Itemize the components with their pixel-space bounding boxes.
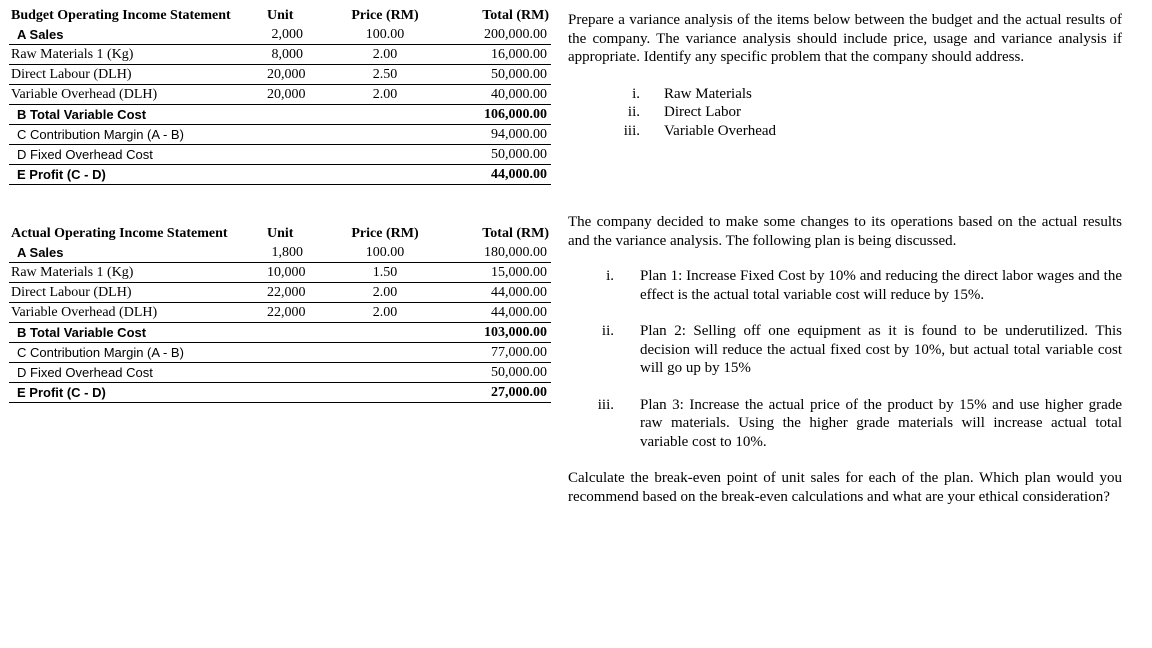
row-unit — [265, 105, 321, 125]
row-unit: 22,000 — [265, 303, 321, 323]
question-intro: The company decided to make some changes to its operations based on the actual results and the variance analysis. The following plan is being discussed. — [568, 214, 1122, 249]
row-unit — [265, 125, 321, 145]
list-item-text: Direct Labor — [664, 104, 742, 120]
row-label: A Sales — [9, 243, 265, 263]
budget-header-row — [9, 6, 551, 25]
row-label: Direct Labour (DLH) — [9, 65, 265, 85]
row-unit: 10,000 — [265, 263, 321, 283]
row-unit: 1,800 — [265, 243, 321, 263]
budget-header-item: Budget Operating Income Statement — [11, 7, 231, 23]
row-price: 1.50 — [321, 263, 449, 283]
budget-header-total: Total (RM) — [482, 7, 549, 23]
budget-header-price: Price (RM) — [351, 7, 419, 23]
row-total: 44,000.00 — [449, 303, 551, 323]
budget-header-unit: Unit — [267, 7, 294, 23]
row-label: Variable Overhead (DLH) — [9, 85, 265, 105]
row-total: 50,000.00 — [449, 65, 551, 85]
row-total: 106,000.00 — [449, 105, 551, 125]
row-total: 50,000.00 — [449, 145, 551, 165]
row-label: D Fixed Overhead Cost — [9, 145, 265, 165]
row-unit: 22,000 — [265, 283, 321, 303]
plan-text: Plan 3: Increase the actual price of the product by 15% and use higher grade raw materials. Using the higher grade materials will increase actual total variable cost to 10%. — [640, 396, 1122, 450]
row-label: E Profit (C - D) — [9, 383, 265, 403]
row-unit — [265, 323, 321, 343]
row-label: C Contribution Margin (A - B) — [9, 125, 265, 145]
list-marker: iii. — [623, 122, 640, 139]
table-row — [9, 105, 551, 125]
table-row — [9, 383, 551, 403]
actual-header-unit: Unit — [267, 225, 294, 241]
plan-marker: ii. — [601, 323, 614, 339]
row-total: 27,000.00 — [449, 383, 551, 403]
row-price — [321, 125, 449, 145]
table-row — [9, 323, 551, 343]
actual-header-item: Actual Operating Income Statement — [11, 225, 228, 241]
row-label: C Contribution Margin (A - B) — [9, 343, 265, 363]
plan-text: Plan 1: Increase Fixed Cost by 10% and reducing the direct labor wages and the effect is the actual total variable cost will reduce by 15%. — [640, 268, 1122, 303]
row-unit — [265, 363, 321, 383]
table-row — [9, 145, 551, 165]
row-unit — [265, 165, 321, 185]
row-price: 100.00 — [321, 243, 449, 263]
row-label: Raw Materials 1 (Kg) — [9, 45, 265, 65]
row-total: 16,000.00 — [449, 45, 551, 65]
table-row — [9, 343, 551, 363]
list-marker: i. — [632, 85, 640, 102]
variance-item-list — [568, 85, 1122, 141]
row-label: D Fixed Overhead Cost — [9, 363, 265, 383]
actual-header-row — [9, 224, 551, 243]
table-row — [9, 25, 551, 45]
budget-statement-table — [9, 6, 551, 185]
row-price: 2.00 — [321, 303, 449, 323]
row-total: 180,000.00 — [449, 243, 551, 263]
row-price: 2.00 — [321, 283, 449, 303]
row-total: 94,000.00 — [449, 125, 551, 145]
row-price — [321, 363, 449, 383]
row-price: 2.00 — [321, 45, 449, 65]
question-text: Prepare a variance analysis of the items below between the budget and the actual results of the company. The variance analysis should include price, usage and variance analysis if appropriate. Identify any specific problem that the company should address. — [568, 12, 1122, 65]
row-label: B Total Variable Cost — [9, 105, 265, 125]
row-unit — [265, 383, 321, 403]
plan-marker: i. — [606, 268, 614, 284]
list-item-text: Variable Overhead — [664, 122, 777, 139]
row-label: B Total Variable Cost — [9, 323, 265, 343]
table-row — [9, 303, 551, 323]
row-unit: 2,000 — [265, 25, 321, 45]
row-total: 103,000.00 — [449, 323, 551, 343]
row-price: 2.00 — [321, 85, 449, 105]
row-total: 50,000.00 — [449, 363, 551, 383]
row-unit: 20,000 — [265, 85, 321, 105]
list-marker: ii. — [627, 104, 640, 120]
plan-text: Plan 2: Selling off one equipment as it is found to be underutilized. This decision will reduce the actual fixed cost by 10%, but actual total variable cost will go up by 15% — [640, 323, 1122, 376]
row-price — [321, 383, 449, 403]
row-unit — [265, 145, 321, 165]
row-total: 44,000.00 — [449, 165, 551, 185]
row-price — [321, 323, 449, 343]
list-item — [568, 85, 1122, 104]
question-closing: Calculate the break-even point of unit sales for each of the plan. Which plan would you recommend based on the break-even calculations and what are your ethical consideration? — [568, 470, 1122, 505]
row-total: 77,000.00 — [449, 343, 551, 363]
row-price: 2.50 — [321, 65, 449, 85]
actual-header-price: Price (RM) — [351, 225, 419, 241]
actual-header-total: Total (RM) — [482, 225, 549, 241]
table-row — [9, 165, 551, 185]
row-price — [321, 165, 449, 185]
row-unit: 8,000 — [265, 45, 321, 65]
row-unit — [265, 343, 321, 363]
row-price — [321, 343, 449, 363]
plan-item — [568, 396, 1122, 452]
table-row — [9, 65, 551, 85]
question-breakeven-plans — [568, 213, 1122, 506]
row-total: 44,000.00 — [449, 283, 551, 303]
question-variance-analysis — [568, 11, 1122, 140]
plan-item — [568, 322, 1122, 378]
row-total: 15,000.00 — [449, 263, 551, 283]
plan-marker: iii. — [597, 396, 614, 413]
row-price: 100.00 — [321, 25, 449, 45]
row-price — [321, 105, 449, 125]
row-label: Direct Labour (DLH) — [9, 283, 265, 303]
table-row — [9, 283, 551, 303]
table-row — [9, 125, 551, 145]
list-item — [568, 122, 1122, 141]
plan-item — [568, 267, 1122, 304]
row-total: 40,000.00 — [449, 85, 551, 105]
list-item-text: Raw Materials — [664, 85, 752, 102]
row-label: E Profit (C - D) — [9, 165, 265, 185]
table-row — [9, 363, 551, 383]
table-row — [9, 45, 551, 65]
row-label: A Sales — [9, 25, 265, 45]
table-row — [9, 263, 551, 283]
actual-statement-table — [9, 224, 551, 403]
row-label: Raw Materials 1 (Kg) — [9, 263, 265, 283]
table-row — [9, 85, 551, 105]
list-item — [568, 103, 1122, 122]
row-unit: 20,000 — [265, 65, 321, 85]
row-label: Variable Overhead (DLH) — [9, 303, 265, 323]
row-price — [321, 145, 449, 165]
row-total: 200,000.00 — [449, 25, 551, 45]
table-row — [9, 243, 551, 263]
